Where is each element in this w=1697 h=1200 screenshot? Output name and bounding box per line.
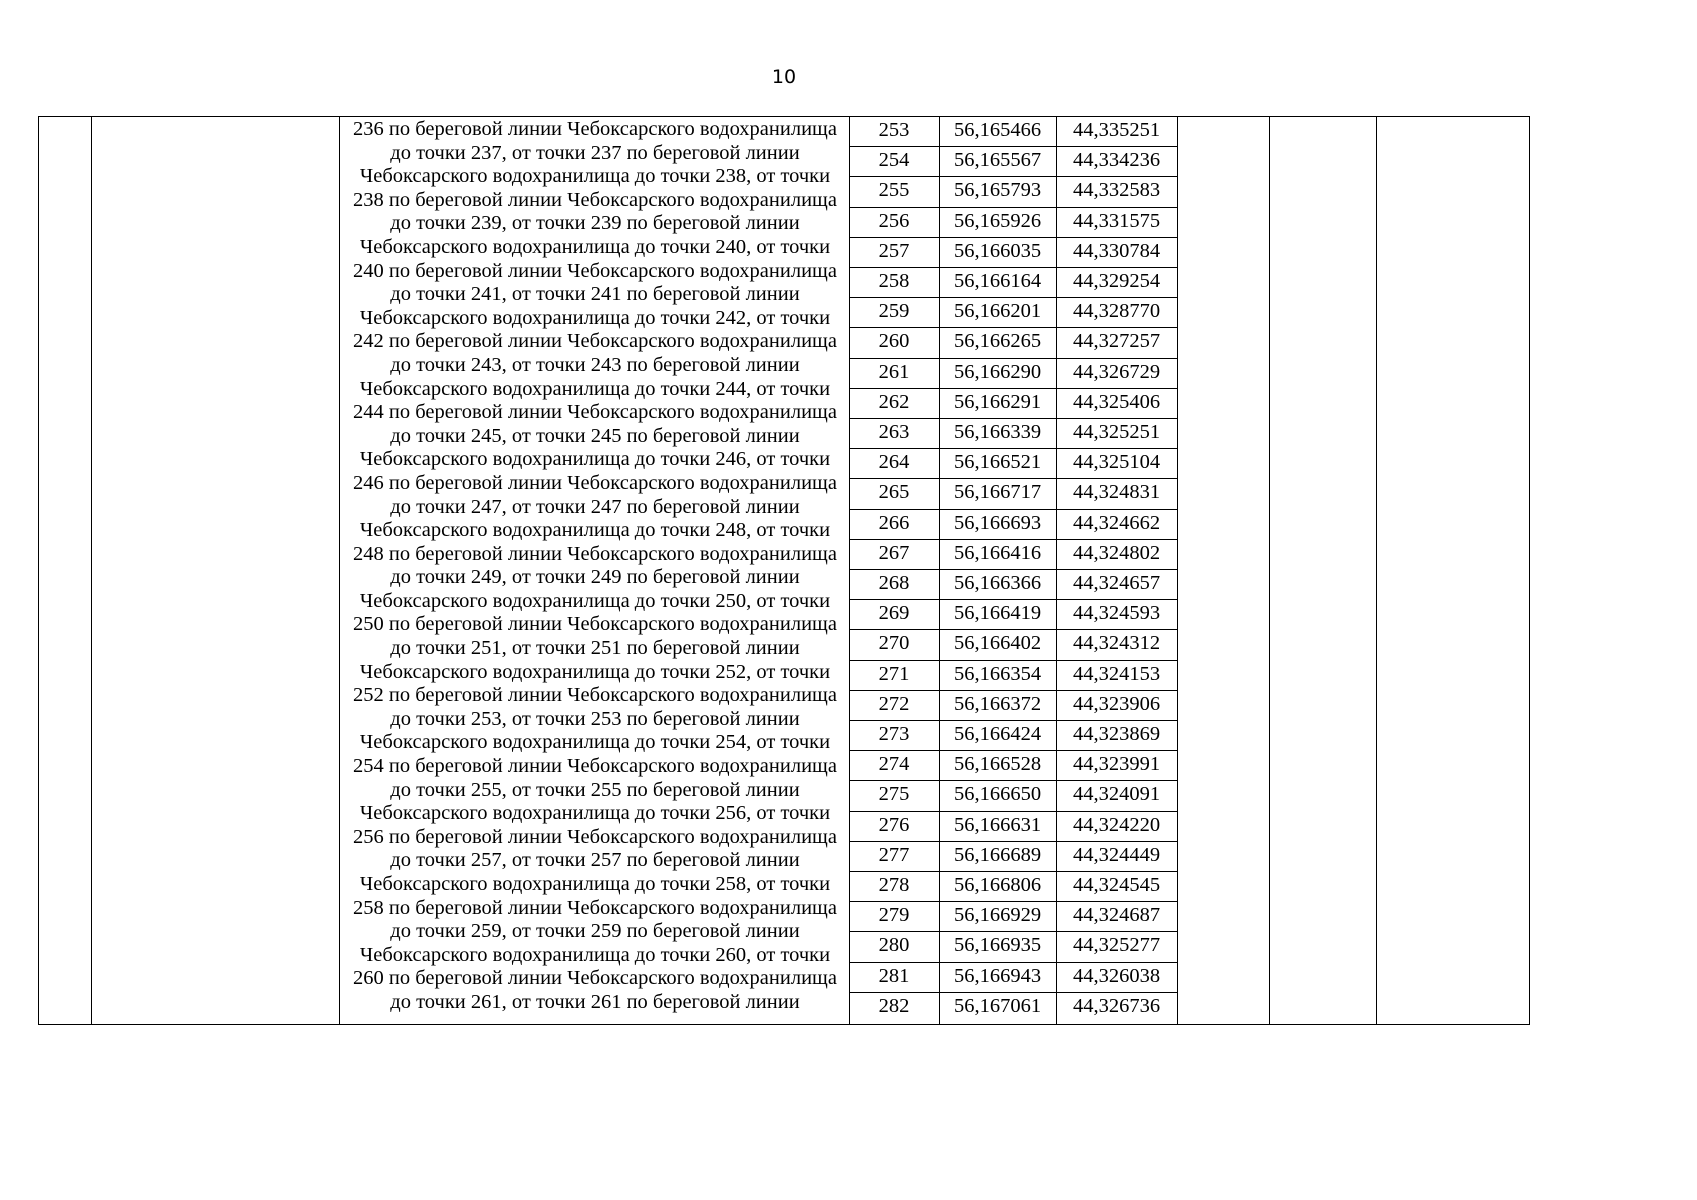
description-line: Чебоксарского водохранилища до точки 246, от точки xyxy=(359,448,831,471)
table-row xyxy=(849,419,1177,449)
table-row xyxy=(849,479,1177,509)
description-line: Чебоксарского водохранилища до точки 248, от точки xyxy=(359,519,831,542)
description-line: Чебоксарского водохранилища до точки 260, от точки xyxy=(359,943,831,966)
point-latitude: 56,166372 xyxy=(953,692,1042,715)
page-number: 10 xyxy=(771,66,797,88)
description-line: до точки 243, от точки 243 по береговой линии xyxy=(390,353,800,376)
description-line: 238 по береговой линии Чебоксарского водохранилища xyxy=(353,188,837,211)
point-number: 274 xyxy=(878,753,910,776)
description-line: 258 по береговой линии Чебоксарского водохранилища xyxy=(353,896,837,919)
point-latitude: 56,166035 xyxy=(953,239,1042,262)
description-line: 240 по береговой линии Чебоксарского водохранилища xyxy=(353,259,837,282)
point-number: 282 xyxy=(878,994,910,1017)
point-longitude: 44,324831 xyxy=(1072,481,1161,504)
description-line: Чебоксарского водохранилища до точки 244, от точки xyxy=(359,377,831,400)
description-line: 256 по береговой линии Чебоксарского водохранилища xyxy=(353,825,837,848)
description-line: 244 по береговой линии Чебоксарского водохранилища xyxy=(353,401,837,424)
point-number: 253 xyxy=(878,119,910,141)
description-line: Чебоксарского водохранилища до точки 250, от точки xyxy=(359,589,831,612)
table-row xyxy=(849,872,1177,902)
point-latitude: 56,166650 xyxy=(953,783,1042,806)
point-longitude: 44,323869 xyxy=(1072,723,1161,745)
point-number: 255 xyxy=(878,179,910,202)
table-row xyxy=(849,359,1177,389)
table-row xyxy=(849,510,1177,540)
point-latitude: 56,166419 xyxy=(953,602,1042,625)
table-row xyxy=(849,842,1177,872)
point-longitude: 44,328770 xyxy=(1072,300,1161,323)
table-row xyxy=(849,963,1177,993)
description-line: 252 по береговой линии Чебоксарского водохранилища xyxy=(353,684,837,707)
point-number: 272 xyxy=(878,692,910,715)
point-latitude: 56,166366 xyxy=(953,572,1042,594)
description-line: 248 по береговой линии Чебоксарского водохранилища xyxy=(353,542,837,565)
point-number: 264 xyxy=(878,451,910,474)
point-latitude: 56,166402 xyxy=(953,632,1042,655)
description-line: Чебоксарского водохранилища до точки 238, от точки xyxy=(359,165,831,188)
point-latitude: 56,166929 xyxy=(953,904,1042,927)
point-number: 261 xyxy=(878,360,910,383)
point-number: 260 xyxy=(878,330,910,353)
point-number: 262 xyxy=(878,390,910,413)
point-latitude: 56,166424 xyxy=(953,723,1042,745)
point-longitude: 44,324657 xyxy=(1072,572,1161,594)
point-latitude: 56,166693 xyxy=(953,511,1042,534)
description-line: 246 по береговой линии Чебоксарского водохранилища xyxy=(353,471,837,494)
table-row xyxy=(849,691,1177,721)
table-row xyxy=(849,661,1177,691)
description-line: Чебоксарского водохранилища до точки 240, от точки xyxy=(359,235,831,258)
point-number: 270 xyxy=(878,632,910,655)
coordinates-table xyxy=(38,116,1530,1025)
description-line: 236 по береговой линии Чебоксарского водохранилища xyxy=(353,118,837,140)
description-line: 260 по береговой линии Чебоксарского водохранилища xyxy=(353,967,837,990)
point-longitude: 44,326729 xyxy=(1072,360,1161,383)
point-longitude: 44,332583 xyxy=(1072,179,1161,202)
point-latitude: 56,166164 xyxy=(953,270,1042,292)
table-row xyxy=(849,147,1177,177)
point-number: 265 xyxy=(878,481,910,504)
table-row xyxy=(849,812,1177,842)
point-number: 259 xyxy=(878,300,910,323)
point-latitude: 56,167061 xyxy=(953,994,1042,1017)
point-latitude: 56,166416 xyxy=(953,541,1042,564)
point-longitude: 44,334236 xyxy=(1072,149,1161,172)
point-longitude: 44,325406 xyxy=(1072,390,1161,413)
table-row xyxy=(849,721,1177,751)
point-number: 280 xyxy=(878,934,910,957)
point-longitude: 44,326736 xyxy=(1072,994,1161,1017)
table-row xyxy=(849,238,1177,268)
point-latitude: 56,166943 xyxy=(953,964,1042,987)
point-longitude: 44,323906 xyxy=(1072,692,1161,715)
description-line: Чебоксарского водохранилища до точки 256, от точки xyxy=(359,802,831,825)
point-number: 263 xyxy=(878,421,910,443)
description-line: до точки 245, от точки 245 по береговой линии xyxy=(390,424,800,447)
point-number: 267 xyxy=(878,541,910,564)
description-line: до точки 257, от точки 257 по береговой линии xyxy=(390,849,800,872)
point-number: 278 xyxy=(878,874,910,896)
points-list xyxy=(849,117,1177,1024)
point-latitude: 56,166339 xyxy=(953,421,1042,443)
point-number: 269 xyxy=(878,602,910,625)
point-longitude: 44,335251 xyxy=(1072,119,1161,141)
table-row xyxy=(849,268,1177,298)
table-row xyxy=(849,117,1177,147)
point-number: 273 xyxy=(878,723,910,745)
point-longitude: 44,329254 xyxy=(1072,270,1161,292)
table-row xyxy=(849,781,1177,811)
table-row xyxy=(849,570,1177,600)
point-latitude: 56,166689 xyxy=(953,843,1042,866)
point-longitude: 44,324687 xyxy=(1072,904,1161,927)
point-longitude: 44,324662 xyxy=(1072,511,1161,534)
table-row xyxy=(849,449,1177,479)
description-line: до точки 259, от точки 259 по береговой линии xyxy=(390,920,800,943)
point-longitude: 44,327257 xyxy=(1072,330,1161,353)
column-divider xyxy=(339,117,340,1024)
point-latitude: 56,166717 xyxy=(953,481,1042,504)
description-line: Чебоксарского водохранилища до точки 242, от точки xyxy=(359,306,831,329)
point-latitude: 56,165926 xyxy=(953,209,1042,232)
point-longitude: 44,325251 xyxy=(1072,421,1161,443)
point-number: 257 xyxy=(878,239,910,262)
point-latitude: 56,165793 xyxy=(953,179,1042,202)
point-longitude: 44,325104 xyxy=(1072,451,1161,474)
table-row xyxy=(849,932,1177,962)
description-line: Чебоксарского водохранилища до точки 252, от точки xyxy=(359,660,831,683)
point-number: 281 xyxy=(878,964,910,987)
point-latitude: 56,166631 xyxy=(953,813,1042,836)
table-row xyxy=(849,751,1177,781)
point-number: 271 xyxy=(878,662,910,685)
point-longitude: 44,324449 xyxy=(1072,843,1161,866)
boundary-description xyxy=(341,118,849,1015)
point-latitude: 56,166290 xyxy=(953,360,1042,383)
point-longitude: 44,324312 xyxy=(1072,632,1161,655)
point-longitude: 44,324545 xyxy=(1072,874,1161,896)
point-number: 276 xyxy=(878,813,910,836)
column-divider xyxy=(1269,117,1270,1024)
point-latitude: 56,166201 xyxy=(953,300,1042,323)
point-longitude: 44,326038 xyxy=(1072,964,1161,987)
description-line: до точки 255, от точки 255 по береговой линии xyxy=(390,778,800,801)
table-row xyxy=(849,630,1177,660)
point-latitude: 56,166935 xyxy=(953,934,1042,957)
table-row xyxy=(849,298,1177,328)
point-longitude: 44,330784 xyxy=(1072,239,1161,262)
column-divider xyxy=(1177,117,1178,1024)
description-line: до точки 247, от точки 247 по береговой линии xyxy=(390,495,800,518)
point-latitude: 56,166528 xyxy=(953,753,1042,776)
point-longitude: 44,324091 xyxy=(1072,783,1161,806)
point-latitude: 56,166265 xyxy=(953,330,1042,353)
point-longitude: 44,323991 xyxy=(1072,753,1161,776)
point-longitude: 44,324220 xyxy=(1072,813,1161,836)
description-line: Чебоксарского водохранилища до точки 258, от точки xyxy=(359,873,831,895)
point-number: 256 xyxy=(878,209,910,232)
point-longitude: 44,324593 xyxy=(1072,602,1161,625)
description-line: до точки 251, от точки 251 по береговой линии xyxy=(390,637,800,660)
description-line: 250 по береговой линии Чебоксарского водохранилища xyxy=(353,613,837,636)
point-number: 277 xyxy=(878,843,910,866)
description-line: 242 по береговой линии Чебоксарского водохранилища xyxy=(353,330,837,353)
description-line: до точки 239, от точки 239 по береговой линии xyxy=(390,212,800,235)
description-line: до точки 241, от точки 241 по береговой линии xyxy=(390,283,800,306)
table-row xyxy=(849,540,1177,570)
point-latitude: 56,166806 xyxy=(953,874,1042,896)
description-line: до точки 249, от точки 249 по береговой линии xyxy=(390,566,800,589)
point-longitude: 44,324153 xyxy=(1072,662,1161,685)
point-number: 279 xyxy=(878,904,910,927)
point-longitude: 44,331575 xyxy=(1072,209,1161,232)
point-number: 275 xyxy=(878,783,910,806)
description-line: до точки 237, от точки 237 по береговой линии xyxy=(390,141,800,164)
point-number: 258 xyxy=(878,270,910,292)
table-row xyxy=(849,993,1177,1023)
point-number: 254 xyxy=(878,149,910,172)
point-latitude: 56,165466 xyxy=(953,119,1042,141)
point-number: 268 xyxy=(878,572,910,594)
description-line: до точки 261, от точки 261 по береговой линии xyxy=(390,990,800,1013)
description-line: 254 по береговой линии Чебоксарского водохранилища xyxy=(353,755,837,778)
point-longitude: 44,325277 xyxy=(1072,934,1161,957)
table-row xyxy=(849,177,1177,207)
description-line: до точки 253, от точки 253 по береговой линии xyxy=(390,707,800,730)
description-line: Чебоксарского водохранилища до точки 254, от точки xyxy=(359,731,831,754)
point-latitude: 56,166521 xyxy=(953,451,1042,474)
point-number: 266 xyxy=(878,511,910,534)
column-divider xyxy=(1376,117,1377,1024)
point-latitude: 56,166291 xyxy=(953,390,1042,413)
table-row xyxy=(849,208,1177,238)
table-row xyxy=(849,600,1177,630)
table-row xyxy=(849,328,1177,358)
column-divider xyxy=(91,117,92,1024)
table-row xyxy=(849,389,1177,419)
point-longitude: 44,324802 xyxy=(1072,541,1161,564)
point-latitude: 56,166354 xyxy=(953,662,1042,685)
table-row xyxy=(849,902,1177,932)
point-latitude: 56,165567 xyxy=(953,149,1042,172)
